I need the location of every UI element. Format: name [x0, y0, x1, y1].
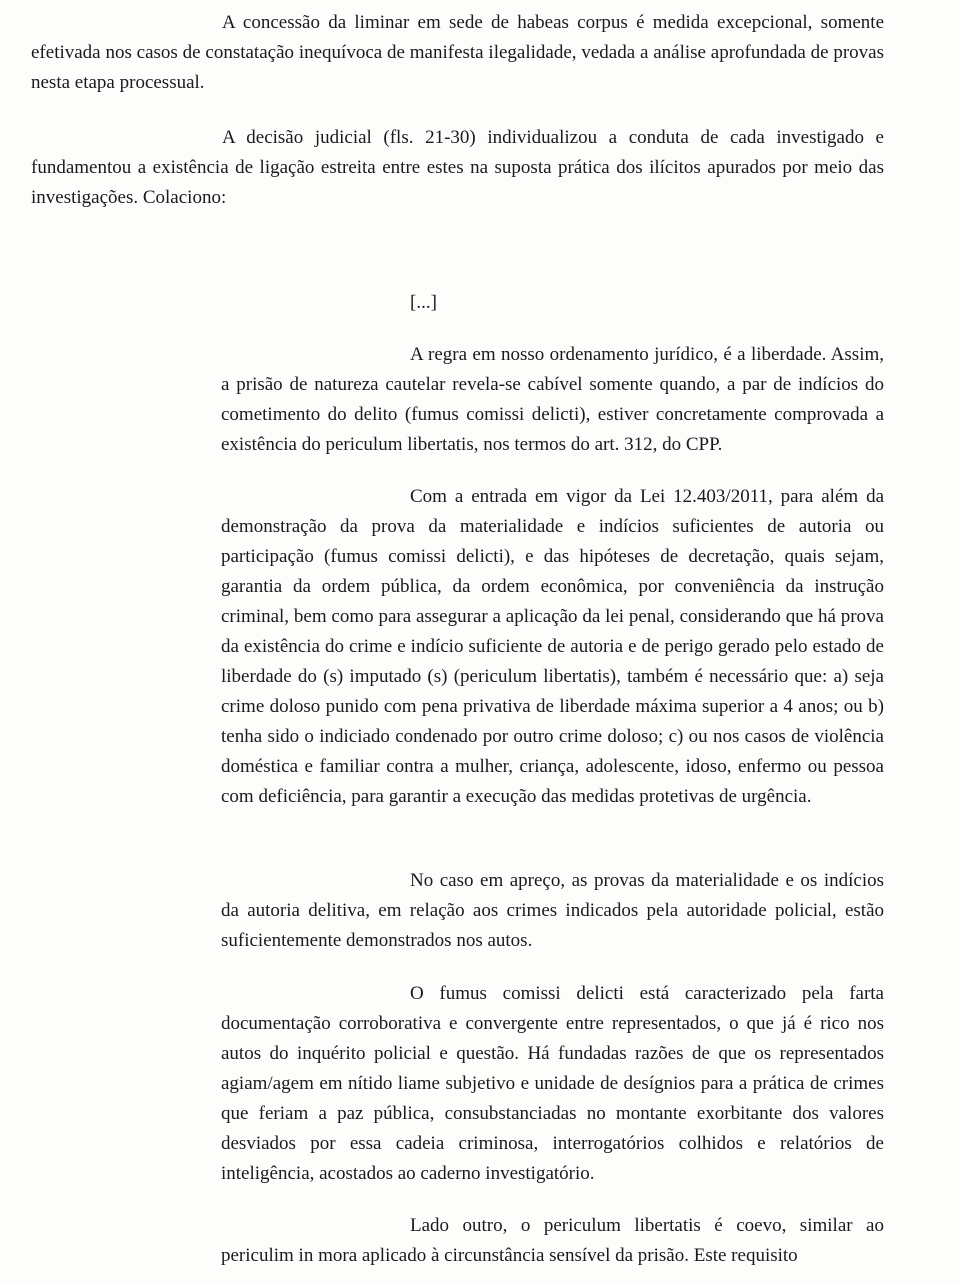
quote-paragraph-apreco: No caso em apreço, as provas da materialidade e os indícios da autoria delitiva, em relação aos crimes indicados pela autoridade policial, estão suficientemente demonstrados nos autos.	[221, 870, 884, 951]
quote-paragraph-fumus: O fumus comissi delicti está caracterizado pela farta documentação corroborativa e convergente entre representados, o que já é rico nos autos do inquérito policial e questão. Há fundadas razões de que os representados agiam/agem em nítido liame subjetivo e unidade de desígnios para a prática de crimes que feriam a paz pública, consubstanciadas no montante exorbitante dos valores desviados por essa cadeia criminosa, interrogatórios colhidos e relatórios de inteligência, acostados ao caderno investigatório.	[221, 983, 884, 1184]
quote-paragraph-lei: Com a entrada em vigor da Lei 12.403/2011, para além da demonstração da prova da materialidade e indícios suficientes de autoria ou participação (fumus comissi delicti), e das hipóteses de decretação, quais sejam, garantia da ordem pública, da ordem econômica, por conveniência da instrução criminal, bem como para assegurar a aplicação da lei penal, considerando que há prova da existência do crime e indício suficiente de autoria e de perigo gerado pelo estado de liberdade do (s) imputado (s) (periculum libertatis), também é necessário que: a) seja crime doloso punido com pena privativa de liberdade máxima superior a 4 anos; ou b) tenha sido o indiciado condenado por outro crime doloso; c) ou nos casos de violência doméstica e familiar contra a mulher, criança, adolescente, idoso, enfermo ou pessoa com deficiência, para garantir a execução das medidas protetivas de urgência.	[221, 486, 884, 807]
quote-ellipsis: [...]	[410, 292, 437, 313]
quote-paragraph-regra: A regra em nosso ordenamento jurídico, é a liberdade. Assim, a prisão de natureza cautelar revela-se cabível somente quando, a par de indícios do cometimento do delito (fumus comissi delicti), estiver concretamente comprovada a existência do periculum libertatis, nos termos do art. 312, do CPP.	[221, 344, 884, 455]
body-paragraph-decisao: A decisão judicial (fls. 21-30) individualizou a conduta de cada investigado e fundamentou a existência de ligação estreita entre estes na suposta prática dos ilícitos apurados por meio das investigações. Colaciono:	[31, 127, 884, 208]
body-paragraph-liminar: A concessão da liminar em sede de habeas corpus é medida excepcional, somente efetivada nos casos de constatação inequívoca de manifesta ilegalidade, vedada a análise aprofundada de provas nesta etapa processual.	[31, 12, 884, 93]
quote-paragraph-periculum: Lado outro, o periculum libertatis é coevo, similar ao periculim in mora aplicado à circunstância sensível da prisão. Este requisito	[221, 1215, 884, 1266]
